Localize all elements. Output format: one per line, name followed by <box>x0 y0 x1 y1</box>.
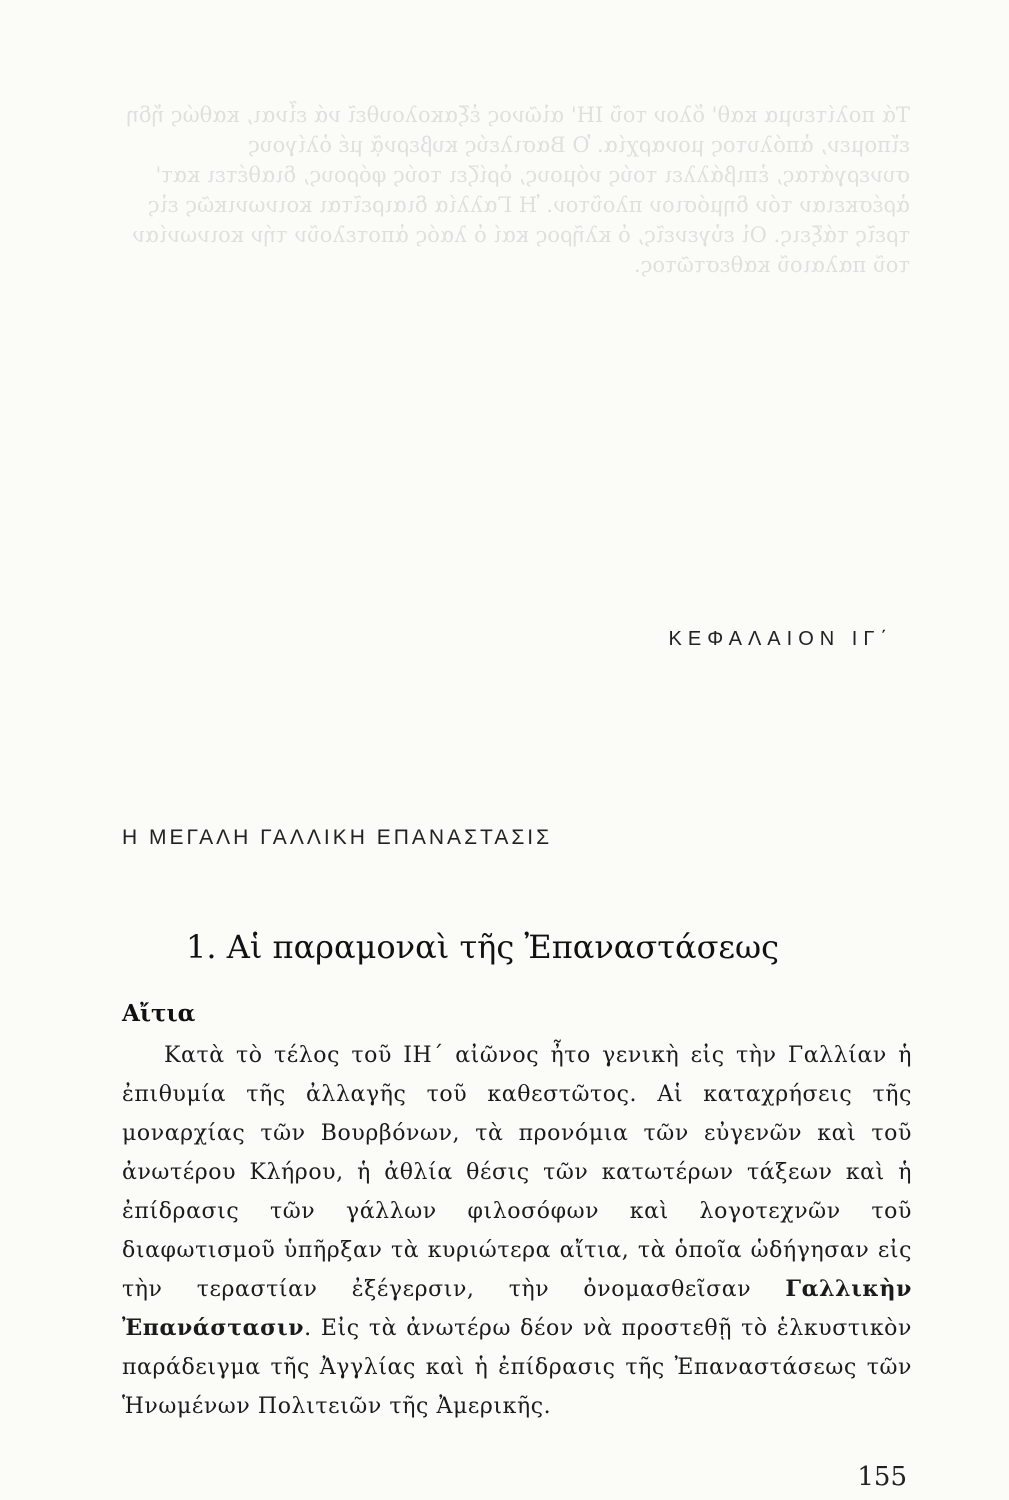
page-number: 155 <box>857 1462 907 1492</box>
bleed-through-text: Τά πολίτευμα καθ' ὅλον τοῦ ΙΗ' αἰῶνος ἐξακολουθεῖ νά εἶναι, καθώς ἤδη εἴπομεν, ἀπόλυτος μοναρχία. Ὁ Βασιλεύς κυβερνᾷ μέ ὀλίγους συνεργάτας, ἐπιβάλλει τούς νόμους, ὁρίζει τούς φόρους, διαθέτει κατ' ἀρέσκειαν τόν δημόσιον πλοῦτον. Ἡ Γαλλία διαιρεῖται κοινωνικῶς εἰς τρεῖς τάξεις. Οἱ εὐγενεῖς, ὁ κλῆρος καί ὁ λαός ἀποτελοῦν τήν κοινωνίαν τοῦ παλαιοῦ καθεστῶτος. <box>119 103 910 277</box>
paragraph-text-part1: Κατὰ τὸ τέλος τοῦ ΙΗ΄ αἰῶνος ἦτο γενικὴ εἰς τὴν Γαλλίαν ἡ ἐπιθυμία τῆς ἀλλαγῆς τοῦ καθεστῶτος. Αἱ καταχρήσεις τῆς μοναρχίας τῶν Βουρβόνων, τὰ προνόμια τῶν εὐγενῶν καὶ τοῦ ἀνωτέρου Κλήρου, ἡ ἀθλία θέσις τῶν κατωτέρων τάξεων καὶ ἡ ἐπίδρασις τῶν γάλλων φιλοσόφων καὶ λογοτεχνῶν τοῦ διαφωτισμοῦ ὑπῆρξαν τὰ κυριώτερα αἴτια, τὰ ὁποῖα ὡδήγησαν εἰς τὴν τεραστίαν ἐξέγερσιν, τὴν ὀνομασθεῖσαν <box>122 1043 912 1302</box>
paragraph-text-part2: . Εἰς τὰ ἀνωτέρω δέον νὰ προστεθῇ τὸ ἑλκυστικὸν παράδειγμα τῆς Ἀγγλίας καὶ ἡ ἐπίδρασις τῆς Ἐπαναστάσεως τῶν Ἡνωμένων Πολιτειῶν τῆς Ἀμερικῆς. <box>122 1316 912 1419</box>
chapter-heading: ΚΕΦΑΛΑΙΟΝ ΙΓ΄ <box>668 628 893 650</box>
part-title: Η ΜΕΓΑΛΗ ΓΑΛΛΙΚΗ ΕΠΑΝΑΣΤΑΣΙΣ <box>122 826 553 849</box>
section-title: 1. Αἱ παραμοναὶ τῆς Ἐπαναστάσεως <box>186 928 779 966</box>
paragraph-emphasis: Γαλλικὴν Ἐπανάστασιν <box>122 1276 912 1341</box>
body-paragraph <box>122 1036 912 1426</box>
subheading: Αἴτια <box>122 1000 196 1027</box>
